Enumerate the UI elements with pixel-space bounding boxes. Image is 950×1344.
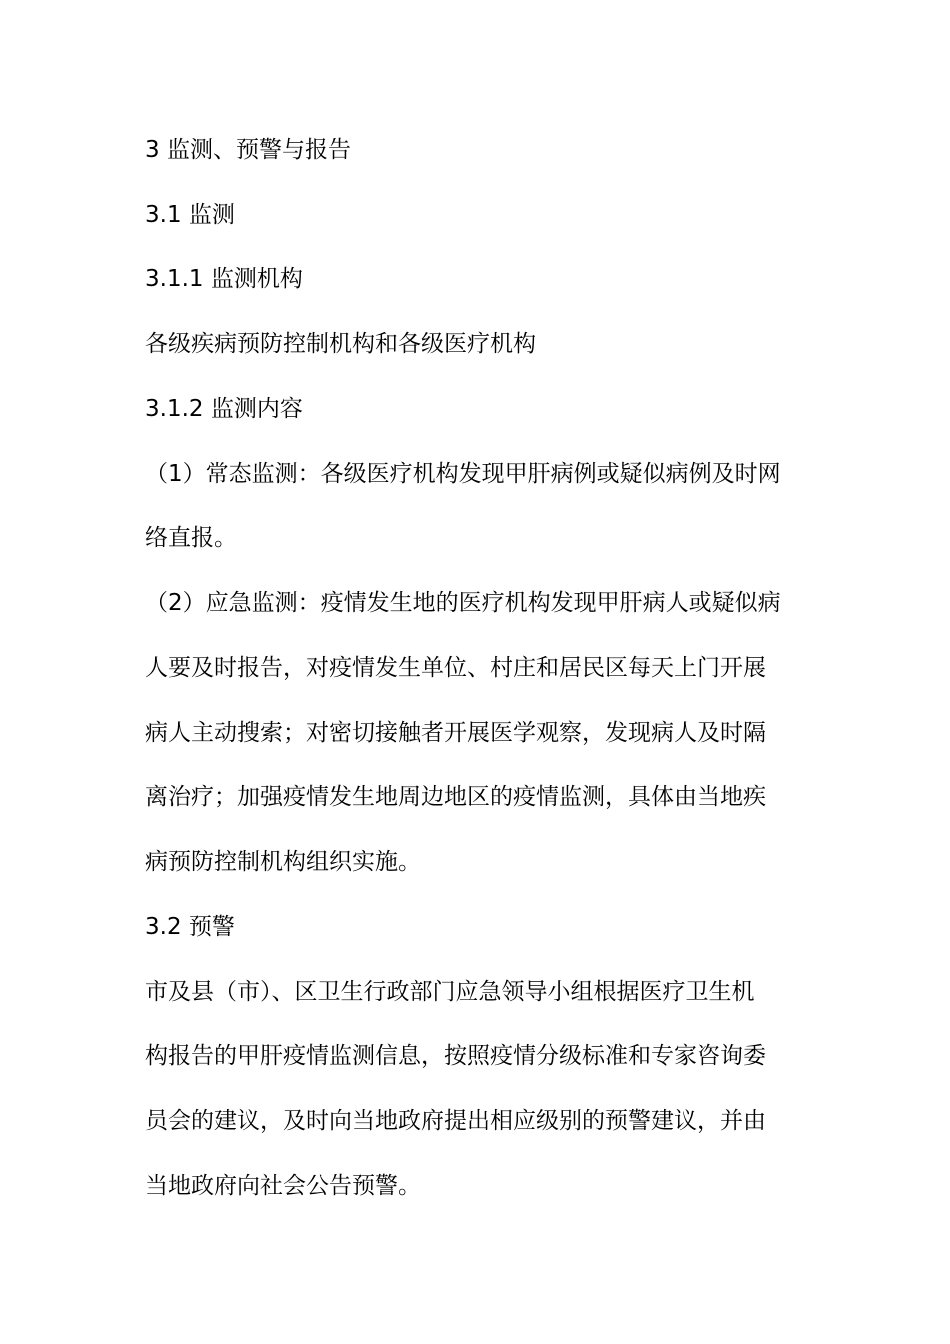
paragraph-line: （2）应急监测：疫情发生地的医疗机构发现甲肝病人或疑似病	[145, 590, 781, 616]
paragraph-line: 人要及时报告，对疫情发生单位、村庄和居民区每天上门开展	[145, 655, 766, 681]
paragraph-line: 员会的建议，及时向当地政府提出相应级别的预警建议，并由	[145, 1108, 766, 1134]
paragraph-line: 当地政府向社会公告预警。	[145, 1173, 421, 1199]
paragraph-line: 各级疾病预防控制机构和各级医疗机构	[145, 331, 536, 357]
paragraph-line: 病预防控制机构组织实施。	[145, 849, 421, 875]
heading-section-3-1: 3.1 监测	[145, 202, 235, 228]
paragraph-line: （1）常态监测：各级医疗机构发现甲肝病例或疑似病例及时网	[145, 461, 781, 487]
heading-section-3-2: 3.2 预警	[145, 914, 235, 940]
paragraph-line: 构报告的甲肝疫情监测信息，按照疫情分级标准和专家咨询委	[145, 1043, 766, 1069]
heading-section-3-1-2: 3.1.2 监测内容	[145, 396, 303, 422]
paragraph-line: 病人主动搜索；对密切接触者开展医学观察，发现病人及时隔	[145, 720, 766, 746]
paragraph-line: 络直报。	[145, 525, 237, 551]
paragraph-line: 离治疗；加强疫情发生地周边地区的疫情监测，具体由当地疾	[145, 784, 766, 810]
heading-section-3: 3 监测、预警与报告	[145, 137, 351, 163]
paragraph-line: 市及县（市）、区卫生行政部门应急领导小组根据医疗卫生机	[145, 979, 755, 1005]
heading-section-3-1-1: 3.1.1 监测机构	[145, 266, 303, 292]
